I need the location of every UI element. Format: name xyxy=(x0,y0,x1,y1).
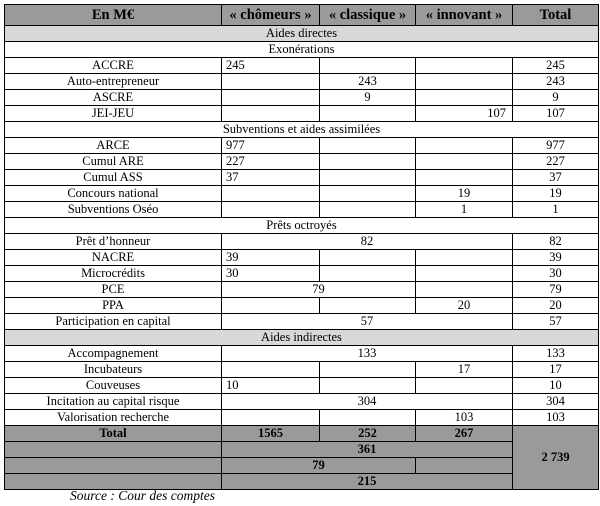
table-row xyxy=(5,74,599,90)
table-row xyxy=(5,58,599,74)
row-label: PCE xyxy=(5,282,222,298)
total-blank xyxy=(5,458,222,474)
cell-innovant xyxy=(416,378,513,394)
total-blank xyxy=(416,458,513,474)
cell-total: 57 xyxy=(513,314,599,330)
cell-total: 79 xyxy=(513,282,599,298)
cell-classique xyxy=(320,202,416,218)
cell-total: 107 xyxy=(513,106,599,122)
cell-total: 9 xyxy=(513,90,599,106)
subsection-exonerations: Exonérations xyxy=(5,42,599,58)
cell-chomeurs: 245 xyxy=(222,58,320,74)
cell-innovant: 17 xyxy=(416,362,513,378)
table-row xyxy=(5,250,599,266)
total-row xyxy=(5,426,599,442)
cell-classique xyxy=(320,170,416,186)
row-label: Participation en capital xyxy=(5,314,222,330)
row-label: Accompagnement xyxy=(5,346,222,362)
cell-classique xyxy=(320,186,416,202)
cell-innovant xyxy=(416,58,513,74)
row-label: Auto-entrepreneur xyxy=(5,74,222,90)
subsection-row xyxy=(5,122,599,138)
table-row xyxy=(5,186,599,202)
total-chomeurs-classique: 79 xyxy=(222,458,416,474)
cell-total: 227 xyxy=(513,154,599,170)
cell-chomeurs xyxy=(222,106,320,122)
cell-total: 82 xyxy=(513,234,599,250)
subsection-row xyxy=(5,42,599,58)
cell-innovant: 107 xyxy=(416,106,513,122)
table-row xyxy=(5,170,599,186)
cell-classique xyxy=(320,58,416,74)
cell-total: 304 xyxy=(513,394,599,410)
cell-classique xyxy=(320,138,416,154)
cell-total: 10 xyxy=(513,378,599,394)
cell-chomeurs: 30 xyxy=(222,266,320,282)
header-total: Total xyxy=(513,5,599,26)
section-row xyxy=(5,26,599,42)
row-label: ARCE xyxy=(5,138,222,154)
section-row xyxy=(5,330,599,346)
cell-innovant xyxy=(416,170,513,186)
cell-innovant xyxy=(416,266,513,282)
row-label: Incitation au capital risque xyxy=(5,394,222,410)
cell-innovant xyxy=(416,138,513,154)
cell-innovant: 19 xyxy=(416,186,513,202)
cell-classique xyxy=(320,266,416,282)
header-label: En M€ xyxy=(5,5,222,26)
row-label: Couveuses xyxy=(5,378,222,394)
total-row xyxy=(5,458,599,474)
header-innovant: « innovant » xyxy=(416,5,513,26)
cell-total: 133 xyxy=(513,346,599,362)
cell-classique: 243 xyxy=(320,74,416,90)
table-row xyxy=(5,362,599,378)
header-chomeurs: « chômeurs » xyxy=(222,5,320,26)
cell-span: 79 xyxy=(222,282,416,298)
cell-total: 243 xyxy=(513,74,599,90)
cell-chomeurs: 977 xyxy=(222,138,320,154)
cell-chomeurs xyxy=(222,74,320,90)
subsection-row xyxy=(5,218,599,234)
cell-classique xyxy=(320,378,416,394)
total-chomeurs: 1565 xyxy=(222,426,320,442)
row-label: Incubateurs xyxy=(5,362,222,378)
total-innovant: 267 xyxy=(416,426,513,442)
table-row xyxy=(5,202,599,218)
table-row xyxy=(5,154,599,170)
table-row xyxy=(5,138,599,154)
table-row xyxy=(5,266,599,282)
row-label: Valorisation recherche xyxy=(5,410,222,426)
row-label: Cumul ARE xyxy=(5,154,222,170)
cell-innovant xyxy=(416,90,513,106)
table-row xyxy=(5,298,599,314)
cell-chomeurs xyxy=(222,90,320,106)
header-row xyxy=(5,5,599,26)
cell-total: 977 xyxy=(513,138,599,154)
cell-total: 37 xyxy=(513,170,599,186)
row-label: ACCRE xyxy=(5,58,222,74)
cell-classique xyxy=(320,250,416,266)
cell-chomeurs: 227 xyxy=(222,154,320,170)
total-row xyxy=(5,442,599,458)
row-label: JEI-JEU xyxy=(5,106,222,122)
cell-classique xyxy=(320,410,416,426)
total-label: Total xyxy=(5,426,222,442)
total-all-three: 361 xyxy=(222,442,513,458)
source-note: Source : Cour des comptes xyxy=(70,488,215,503)
cell-innovant: 1 xyxy=(416,202,513,218)
row-label: Prêt d’honneur xyxy=(5,234,222,250)
cell-innovant xyxy=(416,154,513,170)
table-row xyxy=(5,394,599,410)
total-classique: 252 xyxy=(320,426,416,442)
row-label: Cumul ASS xyxy=(5,170,222,186)
cell-total: 17 xyxy=(513,362,599,378)
cell-innovant xyxy=(416,250,513,266)
table-row xyxy=(5,410,599,426)
table-row xyxy=(5,282,599,298)
cell-innovant: 20 xyxy=(416,298,513,314)
total-blank xyxy=(5,442,222,458)
cell-chomeurs xyxy=(222,186,320,202)
row-label: ASCRE xyxy=(5,90,222,106)
cell-chomeurs xyxy=(222,410,320,426)
cell-classique xyxy=(320,362,416,378)
section-aides-directes: Aides directes xyxy=(5,26,599,42)
row-label: PPA xyxy=(5,298,222,314)
table-row xyxy=(5,346,599,362)
cell-chomeurs: 39 xyxy=(222,250,320,266)
row-label: NACRE xyxy=(5,250,222,266)
cell-chomeurs xyxy=(222,362,320,378)
row-label: Subventions Oséo xyxy=(5,202,222,218)
cell-classique xyxy=(320,154,416,170)
cell-span: 57 xyxy=(222,314,513,330)
cell-chomeurs xyxy=(222,202,320,218)
table-row xyxy=(5,90,599,106)
cell-span: 133 xyxy=(222,346,513,362)
subsection-subventions: Subventions et aides assimilées xyxy=(5,122,599,138)
cell-span: 82 xyxy=(222,234,513,250)
cell-innovant: 103 xyxy=(416,410,513,426)
cell-chomeurs: 37 xyxy=(222,170,320,186)
cell-total: 30 xyxy=(513,266,599,282)
cell-innovant xyxy=(416,282,513,298)
section-aides-indirectes: Aides indirectes xyxy=(5,330,599,346)
cell-total: 103 xyxy=(513,410,599,426)
row-label: Concours national xyxy=(5,186,222,202)
table-row xyxy=(5,314,599,330)
table-row xyxy=(5,106,599,122)
total-full: 215 xyxy=(222,474,513,490)
cell-classique xyxy=(320,106,416,122)
cell-classique: 9 xyxy=(320,90,416,106)
cell-classique xyxy=(320,298,416,314)
cell-total: 245 xyxy=(513,58,599,74)
cell-span: 304 xyxy=(222,394,513,410)
cell-total: 1 xyxy=(513,202,599,218)
cell-innovant xyxy=(416,74,513,90)
cell-chomeurs xyxy=(222,298,320,314)
header-classique: « classique » xyxy=(320,5,416,26)
grand-total: 2 739 xyxy=(513,426,599,490)
table-row xyxy=(5,378,599,394)
cell-total: 20 xyxy=(513,298,599,314)
cell-total: 19 xyxy=(513,186,599,202)
aid-table xyxy=(4,4,599,490)
subsection-prets: Prêts octroyés xyxy=(5,218,599,234)
table-row xyxy=(5,234,599,250)
cell-chomeurs: 10 xyxy=(222,378,320,394)
cell-total: 39 xyxy=(513,250,599,266)
row-label: Microcrédits xyxy=(5,266,222,282)
